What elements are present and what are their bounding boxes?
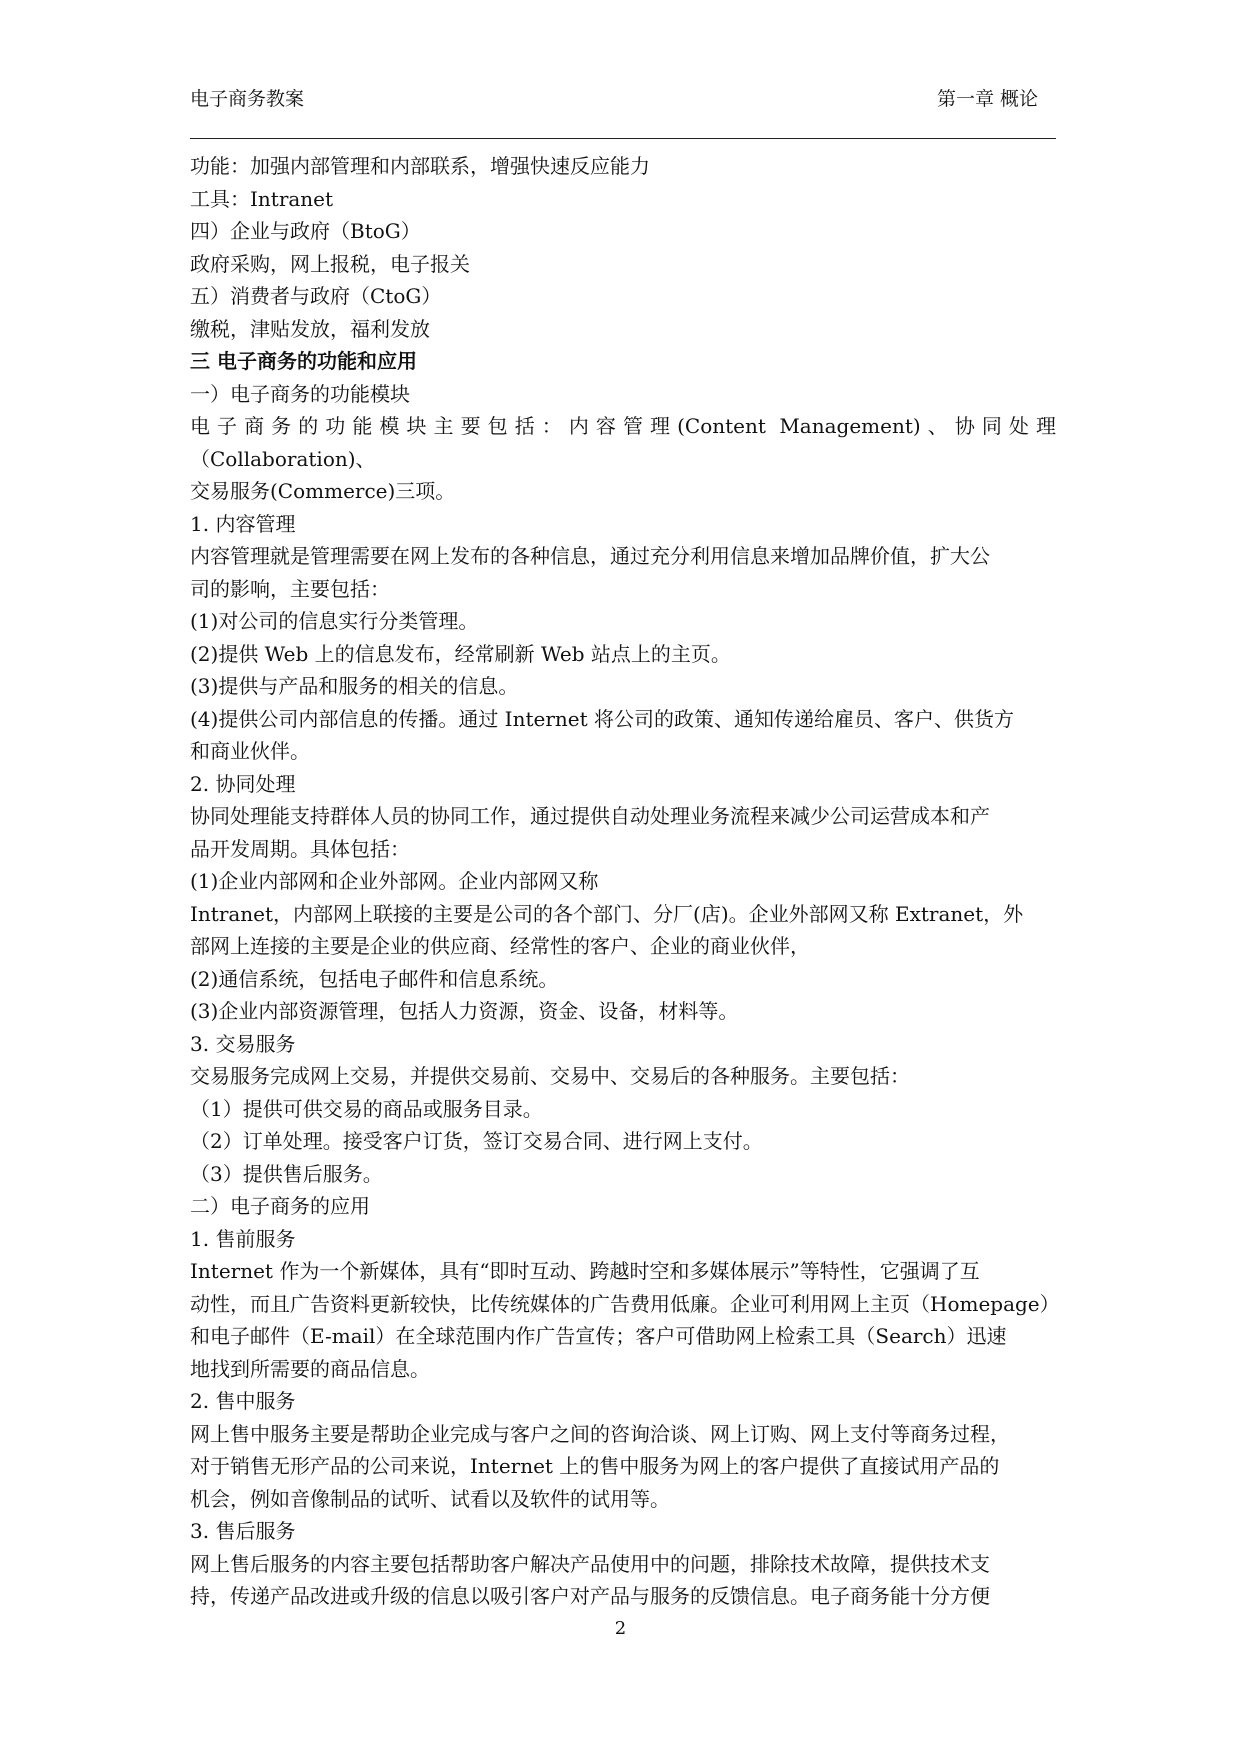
text-line: 和电子邮件（E-mail）在全球范围内作广告宣传；客户可借助网上检索工具（Search）迅速 bbox=[190, 1324, 1007, 1348]
page-header bbox=[190, 86, 1056, 139]
text-line: (1)对公司的信息实行分类管理。 bbox=[190, 609, 479, 633]
text-line: 工具：Intranet bbox=[190, 186, 334, 211]
text-line: 持，传递产品改进或升级的信息以吸引客户对产品与服务的反馈信息。电子商务能十分方便 bbox=[190, 1584, 990, 1608]
text-line: 对于销售无形产品的公司来说，Internet 上的售中服务为网上的客户提供了直接试用产品的 bbox=[190, 1454, 1000, 1478]
text-line: 和商业伙伴。 bbox=[190, 739, 310, 763]
text-line: 政府采购，网上报税，电子报关 bbox=[190, 251, 470, 276]
text-line: (1)企业内部网和企业外部网。企业内部网又称 bbox=[190, 869, 599, 893]
text-line: （1）提供可供交易的商品或服务目录。 bbox=[190, 1096, 543, 1121]
text-line: 缴税，津贴发放，福利发放 bbox=[190, 316, 430, 341]
text-line: （3）提供售后服务。 bbox=[190, 1161, 383, 1186]
document-body bbox=[190, 150, 1060, 1613]
text-line: 1. 内容管理 bbox=[190, 511, 296, 536]
text-line: 四）企业与政府（BtoG） bbox=[190, 219, 421, 243]
text-line: (3)企业内部资源管理，包括人力资源，资金、设备，材料等。 bbox=[190, 999, 739, 1023]
text-line: （2）订单处理。接受客户订货，签订交易合同、进行网上支付。 bbox=[190, 1129, 763, 1153]
text-line: 内容管理就是管理需要在网上发布的各种信息，通过充分利用信息来增加品牌价值，扩大公 bbox=[190, 544, 990, 568]
text-line: 1. 售前服务 bbox=[190, 1226, 296, 1251]
text-line: (3)提供与产品和服务的相关的信息。 bbox=[190, 674, 519, 698]
text-line: 交易服务(Commerce)三项。 bbox=[190, 479, 456, 503]
text-line: 网上售中服务主要是帮助企业完成与客户之间的咨询洽谈、网上订购、网上支付等商务过程， bbox=[190, 1421, 1010, 1446]
text-line: 机会，例如音像制品的试听、试看以及软件的试用等。 bbox=[190, 1486, 670, 1511]
header-chapter: 第一章 概论 bbox=[936, 88, 1038, 110]
text-line: 3. 售后服务 bbox=[190, 1519, 296, 1543]
text-line: 协同处理能支持群体人员的协同工作，通过提供自动处理业务流程来减少公司运营成本和产 bbox=[190, 804, 990, 828]
text-line: 交易服务完成网上交易，并提供交易前、交易中、交易后的各种服务。主要包括： bbox=[190, 1064, 910, 1088]
text-line: 司的影响，主要包括： bbox=[190, 576, 390, 601]
text-line: Internet 作为一个新媒体，具有“即时互动、跨越时空和多媒体展示”等特性，它强调了互 bbox=[190, 1259, 980, 1283]
text-line: 2. 协同处理 bbox=[190, 771, 296, 796]
text-line: 地找到所需要的商品信息。 bbox=[190, 1356, 430, 1381]
section-heading: 三 电子商务的功能和应用 bbox=[190, 349, 417, 373]
text-line: 3. 交易服务 bbox=[190, 1031, 296, 1056]
text-line: 一）电子商务的功能模块 bbox=[190, 381, 410, 406]
text-line: (4)提供公司内部信息的传播。通过 Internet 将公司的政策、通知传递给雇员、客户、供货方 bbox=[190, 706, 1015, 731]
text-line: Intranet，内部网上联接的主要是公司的各个部门、分厂(店)。企业外部网又称 Extranet，外 bbox=[190, 901, 1024, 926]
text-line: 二）电子商务的应用 bbox=[190, 1194, 370, 1218]
text-line: 品开发周期。具体包括： bbox=[190, 836, 410, 861]
text-line: 网上售后服务的内容主要包括帮助客户解决产品使用中的问题，排除技术故障，提供技术支 bbox=[190, 1551, 990, 1576]
text-line: 电子商务的功能模块主要包括：内容管理(Content Management)、协同处理（Collaboration)、 bbox=[190, 414, 1056, 471]
text-line: 动性，而且广告资料更新较快，比传统媒体的广告费用低廉。企业可利用网上主页（Homepage） bbox=[190, 1291, 1060, 1316]
page-number: 2 bbox=[614, 1618, 627, 1639]
text-line: 2. 售中服务 bbox=[190, 1389, 296, 1413]
text-line: (2)通信系统，包括电子邮件和信息系统。 bbox=[190, 966, 559, 991]
text-line: (2)提供 Web 上的信息发布，经常刷新 Web 站点上的主页。 bbox=[190, 641, 731, 666]
text-line: 五）消费者与政府（CtoG） bbox=[190, 284, 442, 308]
text-line: 部网上连接的主要是企业的供应商、经常性的客户、企业的商业伙伴， bbox=[190, 934, 810, 958]
header-title: 电子商务教案 bbox=[190, 88, 305, 110]
text-line: 功能：加强内部管理和内部联系，增强快速反应能力 bbox=[190, 154, 650, 178]
